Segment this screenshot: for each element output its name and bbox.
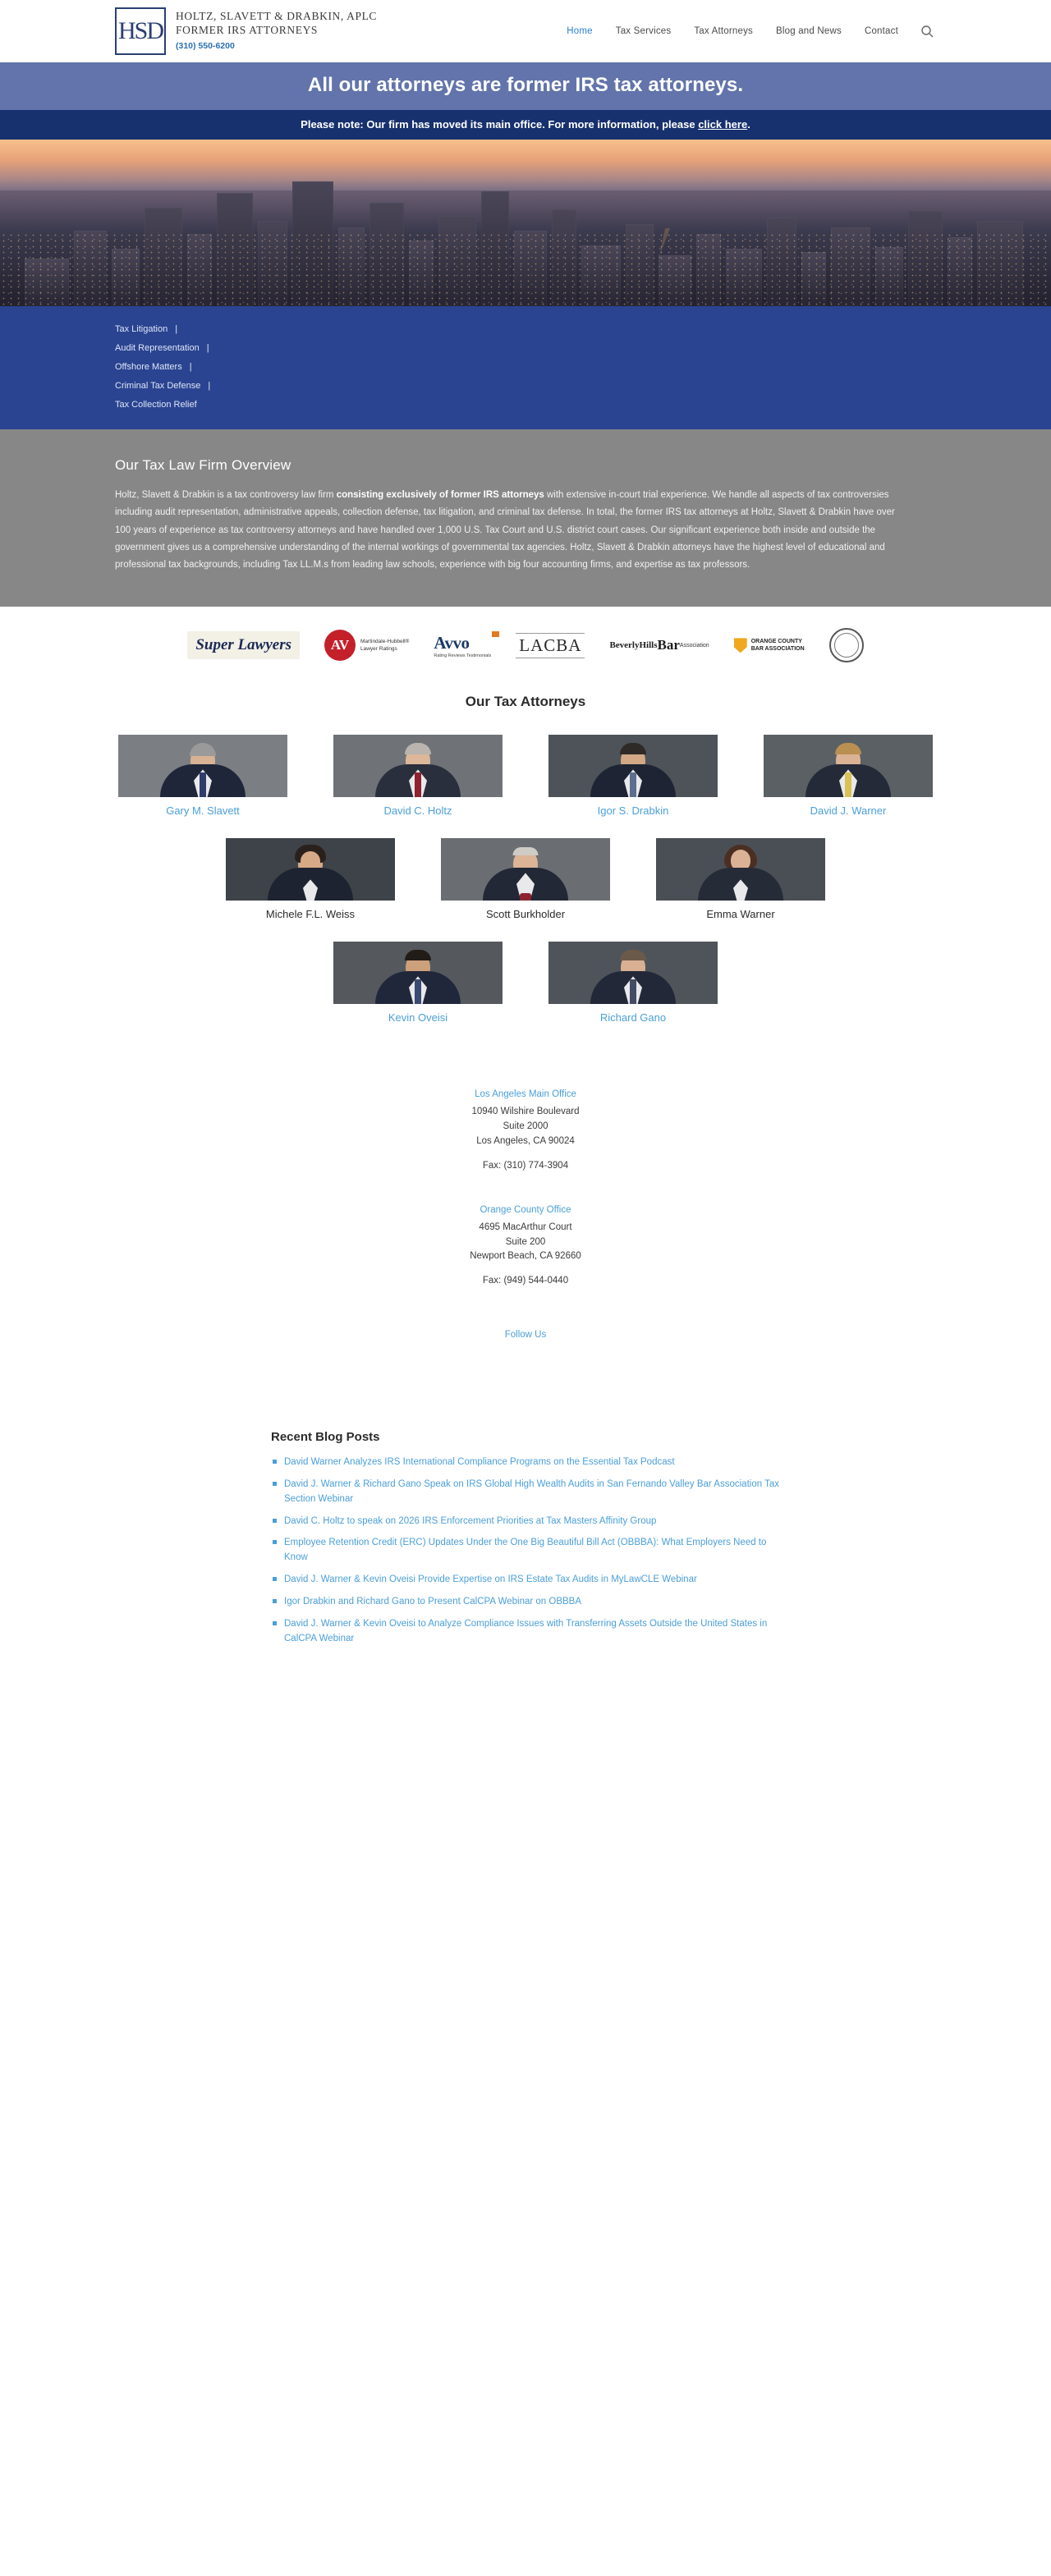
bhba-line2: Hills (639, 639, 658, 650)
blog-post-link[interactable]: David Warner Analyzes IRS International Compliance Programs on the Essential Tax Podcast (284, 1457, 675, 1468)
attorney-card-kevin-oveisi[interactable] (333, 942, 503, 1024)
office-address-line: Newport Beach, CA 92660 (470, 1251, 581, 1262)
blog-post-link[interactable]: Igor Drabkin and Richard Gano to Present CalCPA Webinar on OBBBA (284, 1596, 582, 1607)
bhba-line3: Bar (657, 637, 680, 653)
blog-section-title: Recent Blog Posts (271, 1430, 380, 1445)
orange-county-bar-association-badge[interactable] (734, 638, 805, 653)
hero-city-skyline-image (0, 140, 1051, 306)
attorney-name[interactable]: David C. Holtz (383, 804, 452, 818)
office-name[interactable]: Los Angeles Main Office (475, 1089, 576, 1100)
attorney-card-michele-weiss[interactable] (226, 838, 395, 920)
ocba-mark-icon (734, 638, 747, 653)
list-item[interactable] (271, 1617, 780, 1647)
attorney-photo (656, 838, 825, 901)
overview-title: Our Tax Law Firm Overview (115, 457, 291, 473)
attorney-card-igor-drabkin[interactable] (548, 735, 718, 817)
attorney-card-david-holtz[interactable] (333, 735, 503, 817)
notice-link[interactable]: click here (698, 118, 748, 131)
attorney-row-1 (0, 735, 1051, 817)
main-nav (567, 26, 898, 36)
attorney-card-david-warner[interactable] (764, 735, 933, 817)
attorney-photo (226, 838, 395, 901)
attorneys-section-title: Our Tax Attorneys (465, 694, 586, 710)
nav-item-blog-and-news[interactable]: Blog and News (776, 25, 842, 36)
practice-link-row (115, 400, 1051, 410)
overview-paragraph (115, 487, 903, 574)
practice-link-row (115, 381, 1051, 391)
notice-suffix: . (747, 118, 750, 131)
attorney-name[interactable]: David J. Warner (810, 804, 887, 818)
nav-item-tax-services[interactable]: Tax Services (615, 25, 672, 36)
attorney-name[interactable]: Michele F.L. Weiss (265, 908, 356, 921)
attorney-name[interactable]: Scott Burkholder (485, 908, 566, 921)
practice-link-tax-collection-relief[interactable]: Tax Collection Relief (115, 400, 197, 410)
blog-post-link[interactable]: David J. Warner & Kevin Oveisi Provide Expertise on IRS Estate Tax Audits in MyLawCLE Webinar (284, 1574, 697, 1585)
practice-link-audit-representation[interactable]: Audit Representation (115, 343, 200, 353)
nav-item-contact[interactable]: Contact (864, 25, 898, 36)
firm-overview-section (0, 429, 1051, 607)
practice-sep: | (206, 343, 209, 353)
list-item[interactable] (271, 1536, 780, 1565)
overview-text-bold: consisting exclusively of former IRS attorneys (336, 490, 544, 500)
attorney-name[interactable]: Gary M. Slavett (166, 804, 240, 818)
practice-sep: | (189, 362, 192, 372)
blog-post-link[interactable]: David C. Holtz to speak on 2026 IRS Enforcement Priorities at Tax Masters Affinity Group (284, 1515, 657, 1526)
practice-link-row (115, 324, 1051, 334)
list-item[interactable] (271, 1455, 780, 1470)
blog-post-list (271, 1455, 1051, 1646)
bar-seal-badge[interactable] (829, 628, 864, 662)
super-lawyers-badge[interactable]: Super Lawyers (187, 631, 300, 659)
attorney-card-gary-slavett[interactable] (118, 735, 287, 817)
attorney-name[interactable]: Igor S. Drabkin (597, 804, 669, 818)
ocba-line2: BAR ASSOCIATION (750, 646, 805, 653)
office-fax: Fax: (949) 544-0440 (482, 1276, 569, 1286)
office-address-line: 10940 Wilshire Boulevard (471, 1107, 580, 1117)
office-address-line: Los Angeles, CA 90024 (476, 1135, 575, 1146)
hero-freeway-light-trails (649, 228, 1010, 306)
search-icon[interactable] (918, 22, 936, 40)
avvo-flag-icon (492, 631, 499, 637)
bhba-line4: Association (679, 642, 709, 649)
office-address-line: 4695 MacArthur Court (479, 1222, 572, 1232)
av-martindale-hubbell-badge[interactable] (324, 630, 409, 661)
avvo-wordmark: Avvo (434, 632, 470, 653)
seal-icon (829, 628, 864, 662)
practice-areas-bar (0, 306, 1051, 429)
attorney-card-richard-gano[interactable] (548, 942, 718, 1024)
follow-us-heading: Follow Us (504, 1330, 547, 1341)
headline-banner (0, 62, 1051, 110)
practice-link-row (115, 362, 1051, 372)
offices-section (0, 1045, 1051, 1286)
attorney-card-emma-warner[interactable] (656, 838, 825, 920)
logo-mark: HSD (115, 7, 166, 55)
list-item[interactable] (271, 1573, 780, 1588)
headline-text: All our attorneys are former IRS tax attorneys. (307, 74, 744, 96)
nav-item-tax-attorneys[interactable]: Tax Attorneys (694, 25, 753, 36)
site-header (0, 0, 1051, 62)
overview-text-part1: Holtz, Slavett & Drabkin is a tax controversy law firm (115, 490, 337, 500)
list-item[interactable] (271, 1595, 780, 1610)
office-los-angeles (0, 1089, 1051, 1170)
overview-text-part2: with extensive in-court trial experience. We handle all aspects of tax controversies including audit representation, administrative appeals, collection defense, tax litigation, and criminal tax defense. In total, the former IRS tax attorneys at Holtz, Slavett & Drabkin have over 100 years of experience as tax controversy attorneys and have handled over 1,000 U.S. Tax Court and U.S. district court cases. Our significant experience both inside and outside the government gives us a comprehensive understanding of the internal workings of governmental tax agencies. Holtz, Slavett & Drabkin attorneys have the highest level of educational and professional tax backgrounds, including Tax LL.M.s from leading law schools, experience with big four accounting firms, and expertise as tax professors. (115, 490, 895, 571)
list-item[interactable] (271, 1515, 780, 1529)
av-rating-mark: AV (324, 630, 356, 661)
attorney-photo (548, 942, 718, 1004)
office-name[interactable]: Orange County Office (480, 1204, 571, 1215)
attorney-photo (333, 942, 503, 1004)
attorney-name[interactable]: Kevin Oveisi (388, 1011, 448, 1024)
header-phone[interactable]: (310) 550-6200 (176, 40, 235, 51)
office-address-line: Suite 200 (505, 1236, 546, 1247)
practice-link-criminal-tax-defense[interactable]: Criminal Tax Defense (115, 381, 201, 391)
blog-post-link[interactable]: Employee Retention Credit (ERC) Updates Under the One Big Beautiful Bill Act (OBBBA): What Employers Need to Know (284, 1538, 767, 1563)
practice-link-tax-litigation[interactable]: Tax Litigation (115, 324, 168, 334)
notice-prefix: Please note: Our firm has moved its main office. For more information, please (301, 118, 699, 131)
notice-text (8, 118, 1043, 131)
avvo-badge[interactable] (434, 633, 491, 658)
lacba-badge[interactable]: LACBA (516, 633, 585, 658)
office-fax: Fax: (310) 774-3904 (482, 1160, 569, 1171)
notice-banner (0, 110, 1051, 140)
office-address-line: Suite 2000 (503, 1121, 548, 1132)
blog-post-link[interactable]: David J. Warner & Richard Gano Speak on IRS Global High Wealth Audits in San Fernando Valley Bar Association Tax Section Webinar (284, 1479, 779, 1504)
attorney-row-3 (0, 942, 1051, 1024)
av-line1: Martindale-Hubbell® (360, 638, 410, 644)
practice-link-row (115, 343, 1051, 353)
office-orange-county (0, 1205, 1051, 1286)
logo[interactable] (115, 7, 377, 55)
firm-name-line1: HOLTZ, SLAVETT & DRABKIN, APLC (176, 10, 378, 23)
avvo-subtext: Rating Reviews Testimonials (434, 653, 492, 658)
recent-blog-posts-section (0, 1340, 1051, 1686)
attorney-card-scott-burkholder[interactable] (441, 838, 610, 920)
attorney-photo (441, 838, 610, 901)
bhba-line1: Beverly (609, 639, 640, 650)
attorney-photo (333, 735, 503, 797)
accreditation-badges (0, 607, 1051, 681)
firm-name-line2: FORMER IRS ATTORNEYS (176, 23, 319, 36)
attorney-photo (118, 735, 287, 797)
av-line2: Lawyer Ratings (360, 646, 397, 653)
practice-link-offshore-matters[interactable]: Offshore Matters (115, 362, 182, 372)
practice-sep: | (208, 381, 211, 391)
practice-sep: | (175, 324, 178, 334)
beverly-hills-bar-association-badge[interactable] (609, 638, 709, 653)
attorney-name[interactable]: Emma Warner (706, 908, 775, 921)
blog-post-link[interactable]: David J. Warner & Kevin Oveisi to Analyze Compliance Issues with Transferring Assets Outside the United States in CalCPA Webinar (284, 1618, 768, 1643)
attorney-photo (764, 735, 933, 797)
attorney-name[interactable]: Richard Gano (599, 1011, 667, 1024)
ocba-line1: ORANGE COUNTY (750, 638, 802, 644)
attorney-row-2 (0, 838, 1051, 920)
attorney-photo (548, 735, 718, 797)
nav-item-home[interactable]: Home (567, 25, 593, 36)
list-item[interactable] (271, 1478, 780, 1507)
